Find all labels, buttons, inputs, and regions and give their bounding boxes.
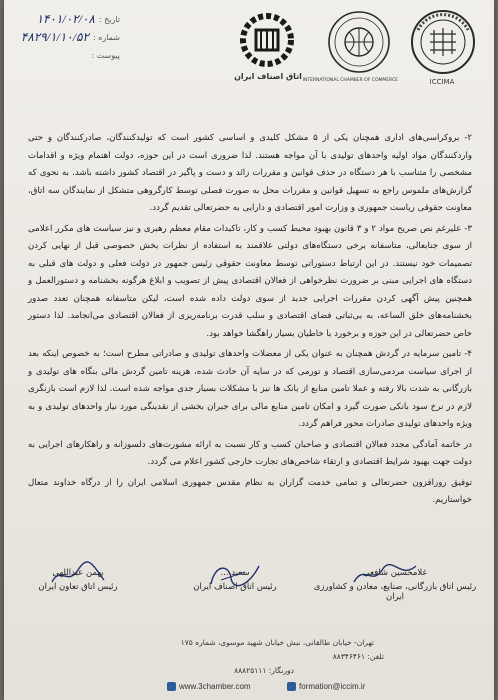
number-value: ۴۸۲۹/۱/۱۰/۵۲ [20,29,89,44]
signature-scribble [205,560,265,590]
paragraph-item-3: ۳- علیرغم نص صریح مواد ۲ و ۳ قانون بهبود محیط کسب و کار، تاکیدات مقام معظم رهبری و نیز سیاست های مکرر اعلامی از سوی جنابعالی، متاسفانه برخی دستگاه‌های دولتی علاقمند به استفاده از نظرات بخش خصوصی قبل از نهایی کردن تصمیمات خود نیستند. در این ارتباط دستوراتی توسط معاونت حقوقی رئیس جمهور در دولت فعلی و دولت های قبلی به دستگاه های اجرایی مبنی بر ضرورت نظرخواهی از فعالان اقتصادی پیش از تصویب و ابلاغ هرگونه بخشنامه و دستورالعمل و همچنین پیش آگهی کردن مقررات اجرایی جدید از سوی دولت داده شده است، لیکن متاسفانه همچنان تعدد صدور بخشنامه‌های خلق الساعه، به بی‌ثباتی فضای اقتصادی و سلب قدرت برنامه‌ریزی از فعالان اقتصادی می‌انجامد. لذا دستور خاص حضرتعالی در این حوزه و برخورد با خاطیان بسیار راهگشا خواهد بود. [28,223,472,339]
signature-name: سعید ... [220,568,250,578]
signature-scribble [350,562,420,588]
footer-website [164,682,251,691]
signature-name: غلامحسین شافعی [363,568,427,578]
number-label: شماره : [92,32,120,42]
number-row [10,28,120,46]
signature-name: بهمن عبداللهی [52,568,104,578]
iran-chamber-logo [404,8,482,86]
footer-fax: دورنگار: ۸۸۸۲۵۱۱۱ [234,666,294,675]
closing-line: توفیق روزافزون حضرتعالی و تمامی خدمت گزاران به نظام مقدس جمهوری اسلامی ایران را از درگاه خداوند متعال خواستاریم. [28,477,472,505]
iran-chamber-caption: ICCIMA [429,78,455,86]
globe-icon [167,682,176,691]
date-label: تاریخ : [98,14,120,24]
international-chamber-caption: INTERNATIONAL CHAMBER OF COMMERCE [302,78,398,83]
signature-guilds [185,568,285,592]
international-chamber-logo [302,8,398,86]
date-value: ۱۴۰۱/۰۲/۰۸ [36,11,95,26]
letter-body [28,130,472,513]
paragraph-conclusion: در خاتمه آمادگی مجدد فعالان اقتصادی و صاحبان کسب و کار نسبت به ارائه مشورت‌های دلسوزانه و راهکارهای اجرایی به دولت جهت بهبود شرایط اقتصادی و ارتقاء شاخص‌های تجارت خارجی کشور اعلام می گردد. [28,439,472,467]
signature-title: رئیس اتاق بازرگانی، صنایع، معادن و کشاورزی ایران [313,582,477,602]
website-text: www.3chamber.com [179,682,251,691]
letterhead-logos [154,8,484,98]
signatures [18,568,480,628]
footer-phone: تلفن: ۸۸۳۴۶۴۶۱ [332,652,384,661]
signature-cooperative [18,568,138,592]
paragraph-item-4: ۴- تامین سرمایه در گردش همچنان به عنوان یکی از معضلات واحدهای تولیدی و صادراتی مطرح است؛ به خصوص اینکه بعد از اجرای سیاست مردمی‌سازی اقتصاد و تورمی که در سایه آن حادث شده، هزینه تامین گردش مالی بنگاه های تولیدی و بازرگانی به شدت بالا رفته و عملا تامین منابع از بانک ها نیز با مشکلات بسیار جدی مواجه شده است. لذا لازم است بازنگری لازم در نرخ سود بانکی صورت گیرد و امکان تامین منابع مالی برای جبران بخشی از نقدینگی مورد نیاز واحدهای تولیدی و به ویژه واحدهای تولیدی صادرات محور فراهم گردد. [28,349,472,429]
letter-page [4,0,494,700]
date-row [10,10,120,28]
letter-meta [10,10,120,64]
footer-address: تهران- خیابان طالقانی، نبش خیابان شهید موسوی، شماره ۱۷۵ [180,638,374,647]
email-text: formation@iccim.ir [299,682,366,691]
signature-title: رئیس اتاق اصناف ایران [193,582,277,592]
attachment-row [10,46,120,64]
guilds-chamber-logo [228,8,306,86]
letter-footer [4,632,494,700]
mail-icon [287,682,296,691]
paragraph-item-2: ۲- بروکراسی‌های اداری همچنان یکی از ۵ مشکل کلیدی و اساسی کشور است که تولیدکنندگان، صادرکنندگان و حتی واردکنندگان مواد اولیه واحدهای تولیدی با آن مواجه هستند. لذا ضروری است در این حوزه، دولت اهتمام ویژه و اقدامات مشخصی را متناسب با هر دستگاه در حذف قوانین و مقررات زائد و دست و پاگیر در اقتصاد کشور داشته باشد. به نحوی که گزارش‌های ملموس راجع به تسهیل قوانین و مقررات محل به صورت فصلی توسط کارگروهی متشکل از نمایندگان سه اتاق، معاونت حقوقی ریاست جمهوری و وزارت امور اقتصادی و دارایی به حضرتعالی تقدیم گردد. [28,133,472,213]
guilds-chamber-caption: اتاق اصناف ایران [234,72,302,81]
footer-email [284,682,365,691]
signature-scribble [48,560,108,588]
signature-iccima [310,568,480,602]
attachment-label: پیوست : [91,50,120,60]
signature-title: رئیس اتاق تعاون ایران [38,582,118,592]
